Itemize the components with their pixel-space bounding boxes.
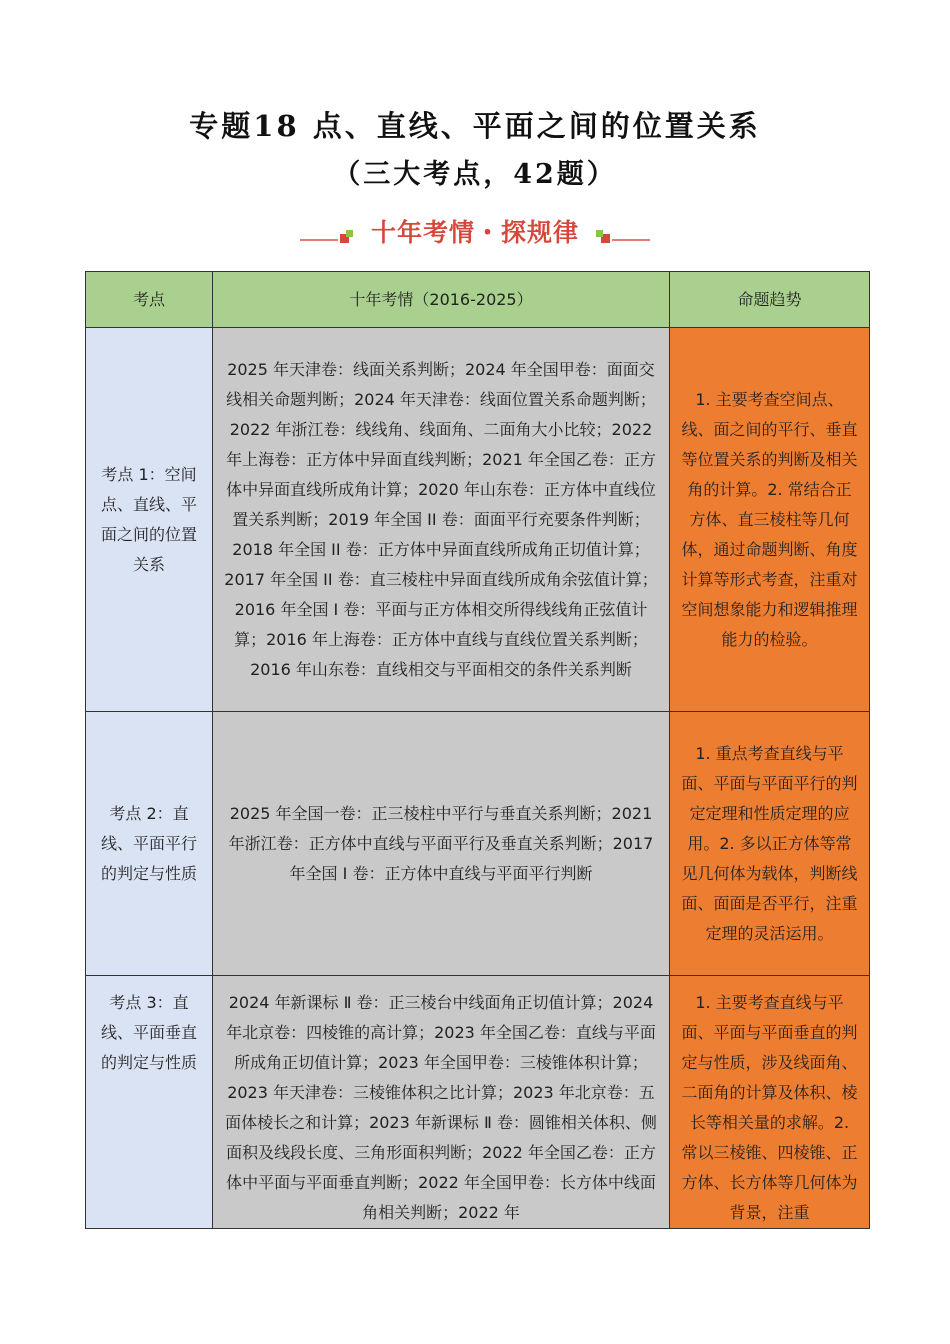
section-banner	[300, 212, 650, 252]
banner-title: 十年考情・探规律	[370, 218, 579, 247]
banner-line-right	[612, 239, 650, 241]
page-title: 专题18 点、直线、平面之间的位置关系	[189, 109, 761, 143]
cell-trend: 1. 主要考查空间点、线、面之间的平行、垂直等位置关系的判断及相关角的计算。2. 常结合正方体、直三棱柱等几何体，通过命题判断、角度计算等形式考查，注重对空间想象能力和逻辑推理能力的检验。	[670, 328, 870, 712]
table-row	[86, 976, 870, 1229]
banner-square-icon	[596, 230, 603, 237]
cell-point: 考点 2：直线、平面平行的判定与性质	[86, 712, 213, 976]
header-history: 十年考情（2016-2025）	[213, 272, 670, 328]
banner-line-left	[300, 239, 338, 241]
table-header-row	[86, 272, 870, 328]
cell-point: 考点 1：空间点、直线、平面之间的位置关系	[86, 328, 213, 712]
cell-history: 2024 年新课标 Ⅱ 卷：正三棱台中线面角正切值计算；2024 年北京卷：四棱锥的高计算；2023 年全国乙卷：直线与平面所成角正切值计算；2023 年全国甲卷：三棱锥体积计算；2023 年天津卷：三棱锥体积之比计算；2023 年北京卷：五面体棱长之和计算；2023 年新课标 Ⅱ 卷：圆锥相关体积、侧面积及线段长度、三角形面积判断；2022 年全国乙卷：正方体中平面与平面垂直判断；2022 年全国甲卷：长方体中线面角相关判断；2022 年	[213, 976, 670, 1229]
exam-trend-table	[85, 271, 870, 1229]
table-row	[86, 328, 870, 712]
cell-trend: 1. 重点考查直线与平面、平面与平面平行的判定定理和性质定理的应用。2. 多以正方体等常见几何体为载体，判断线面、面面是否平行，注重定理的灵活运用。	[670, 712, 870, 976]
header-point: 考点	[86, 272, 213, 328]
cell-history: 2025 年天津卷：线面关系判断；2024 年全国甲卷：面面交线相关命题判断；2024 年天津卷：线面位置关系命题判断；2022 年浙江卷：线线角、线面角、二面角大小比较；2022 年上海卷：正方体中异面直线判断；2021 年全国乙卷：正方体中异面直线所成角计算；2020 年山东卷：正方体中直线位置关系判断；2019 年全国 II 卷：面面平行充要条件判断；2018 年全国 II 卷：正方体中异面直线所成角正切值计算；2017 年全国 II 卷：直三棱柱中异面直线所成角余弦值计算；2016 年全国 I 卷：平面与正方体相交所得线线角正弦值计算；2016 年上海卷：正方体中直线与直线位置关系判断；2016 年山东卷：直线相交与平面相交的条件关系判断	[213, 328, 670, 712]
header-trend: 命题趋势	[670, 272, 870, 328]
page-subtitle: （三大考点，42题）	[333, 159, 617, 190]
cell-point: 考点 3：直线、平面垂直的判定与性质	[86, 976, 213, 1229]
cell-history: 2025 年全国一卷：正三棱柱中平行与垂直关系判断；2021 年浙江卷：正方体中直线与平面平行及垂直关系判断；2017 年全国 I 卷：正方体中直线与平面平行判断	[213, 712, 670, 976]
table-row	[86, 712, 870, 976]
cell-trend: 1. 主要考查直线与平面、平面与平面垂直的判定与性质，涉及线面角、二面角的计算及体积、棱长等相关量的求解。2. 常以三棱锥、四棱锥、正方体、长方体等几何体为背景，注重	[670, 976, 870, 1229]
